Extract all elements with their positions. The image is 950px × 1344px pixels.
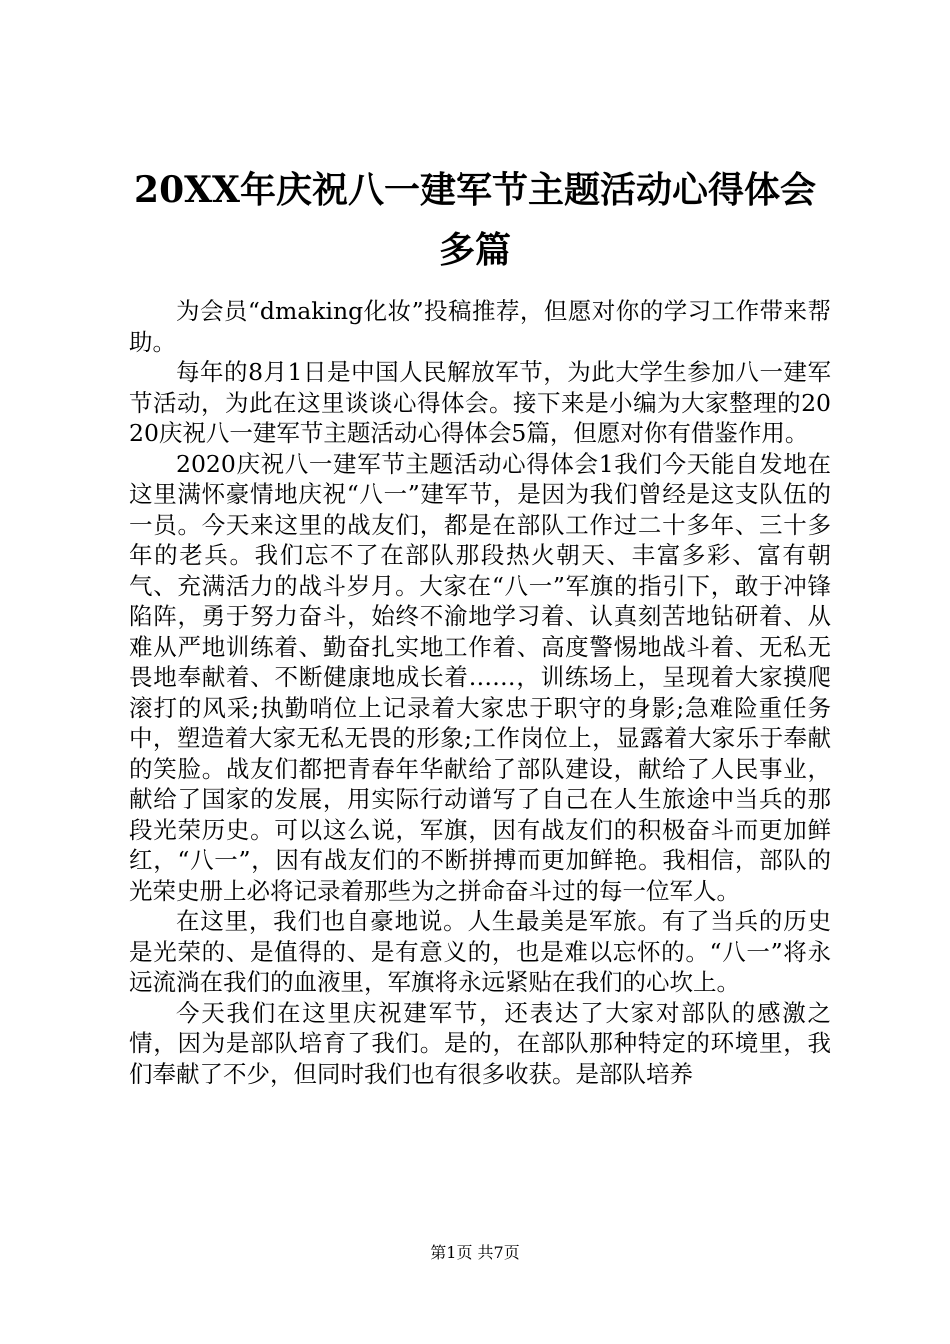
paragraph: 每年的8月1日是中国人民解放军节，为此大学生参加八一建军节活动，为此在这里谈谈心得体会。接下来是小编为大家整理的2020庆祝八一建军节主题活动心得体会5篇，但愿对你有借鉴作用。 [129,358,831,447]
document-body [129,296,831,1089]
page-number-footer: 第1页 共7页 [430,1243,520,1262]
paragraph: 2020庆祝八一建军节主题活动心得体会1我们今天能自发地在这里满怀豪情地庆祝“八一”建军节，是因为我们曾经是这支队伍的一员。今天来这里的战友们，都是在部队工作过二十多年、三十多年的老兵。我们忘不了在部队那段热火朝天、丰富多彩、富有朝气、充满活力的战斗岁月。大家在“八一”军旗的指引下，敢于冲锋陷阵，勇于努力奋斗，始终不渝地学习着、认真刻苦地钻研着、从难从严地训练着、勤奋扎实地工作着、高度警惕地战斗着、无私无畏地奉献着、不断健康地成长着……，训练场上，呈现着大家摸爬滚打的风采;执勤哨位上记录着大家忠于职守的身影;急难险重任务中，塑造着大家无私无畏的形象;工作岗位上，显露着大家乐于奉献的笑脸。战友们都把青春年华献给了部队建设，献给了人民事业，献给了国家的发展，用实际行动谱写了自己在人生旅途中当兵的那段光荣历史。可以这么说，军旗，因有战友们的积极奋斗而更加鲜红，“八一”，因有战友们的不断拼搏而更加鲜艳。我相信，部队的光荣史册上必将记录着那些为之拼命奋斗过的每一位军人。 [129,449,831,905]
document-title: 20XX年庆祝八一建军节主题活动心得体会多篇 [134,169,816,271]
paragraph: 今天我们在这里庆祝建军节，还表达了大家对部队的感激之情，因为是部队培育了我们。是的，在部队那种特定的环境里，我们奉献了不少，但同时我们也有很多收获。是部队培养 [129,998,831,1088]
paragraph: 为会员“dmaking化妆”投稿推荐，但愿对你的学习工作带来帮助。 [129,297,831,356]
paragraph: 在这里，我们也自豪地说。人生最美是军旅。有了当兵的历史是光荣的、是值得的、是有意义的，也是难以忘怀的。“八一”将永远流淌在我们的血液里，军旗将永远紧贴在我们的心坎上。 [129,907,831,996]
